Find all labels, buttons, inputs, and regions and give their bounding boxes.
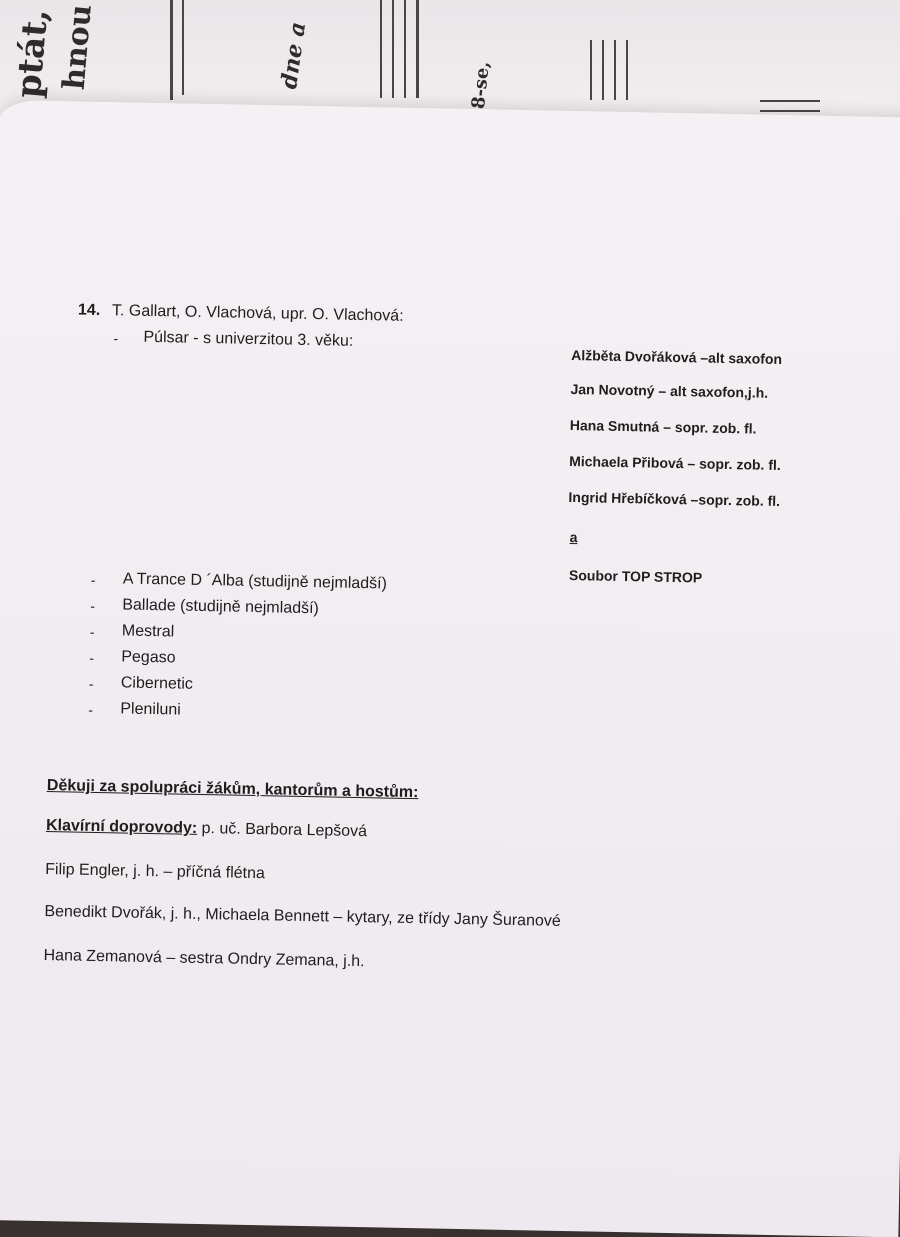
thanks-line-1: Filip Engler, j. h. – příčná flétna: [45, 861, 266, 883]
player-4: Michaela Přibová – sopr. zob. fl.: [569, 452, 781, 474]
item-number: 14.: [77, 301, 101, 319]
piece-dash: -: [89, 649, 95, 666]
subtitle-dash: -: [113, 330, 119, 347]
piece-dash: -: [88, 701, 94, 718]
player-3: Hana Smutná – sopr. zob. fl.: [569, 417, 757, 437]
piece-5: Cibernetic: [120, 674, 194, 693]
conjunction: a: [569, 529, 578, 546]
thanks-line-2: Benedikt Dvořák, j. h., Michaela Bennett – kytary, ze třídy Jany Šuranové: [44, 903, 561, 930]
accompaniment-line: [46, 817, 367, 841]
thanks-heading: Děkuji za spolupráci žákům, kantorům a hostům:: [46, 777, 419, 802]
accompaniment-value: p. uč. Barbora Lepšová: [197, 819, 368, 841]
thanks-line-3: Hana Zemanová – sestra Ondry Zemana, j.h.: [43, 946, 365, 971]
back-fragment-2: hnou: [56, 2, 99, 92]
piece-dash: -: [90, 597, 96, 614]
piece-1: A Trance D ´Alba (studijně nejmladší): [122, 570, 388, 593]
ensemble-name: Soubor TOP STROP: [568, 567, 703, 586]
back-fragment-4: 8-se,: [468, 60, 494, 110]
program-page: [0, 100, 900, 1237]
player-2: Jan Novotný – alt saxofon,j.h.: [570, 381, 769, 401]
piece-dash: -: [88, 675, 94, 692]
player-1: Alžběta Dvořáková –alt saxofon: [571, 347, 783, 368]
accompaniment-label: Klavírní doprovody:: [45, 817, 198, 837]
piece-2: Ballade (studijně nejmladší): [122, 596, 320, 618]
piece-6: Pleniluni: [120, 700, 181, 719]
back-fragment-1: ptát,: [8, 7, 57, 100]
piece-dash: -: [90, 571, 96, 588]
piece-3: Mestral: [121, 622, 175, 641]
player-5: Ingrid Hřebíčková –sopr. zob. fl.: [568, 488, 781, 510]
item-subtitle: Púlsar - s univerzitou 3. věku:: [143, 328, 354, 350]
item-performers: T. Gallart, O. Vlachová, upr. O. Vlachová:: [111, 302, 404, 325]
piece-4: Pegaso: [121, 648, 176, 667]
back-fragment-3: dne a: [276, 20, 312, 91]
piece-dash: -: [89, 623, 95, 640]
